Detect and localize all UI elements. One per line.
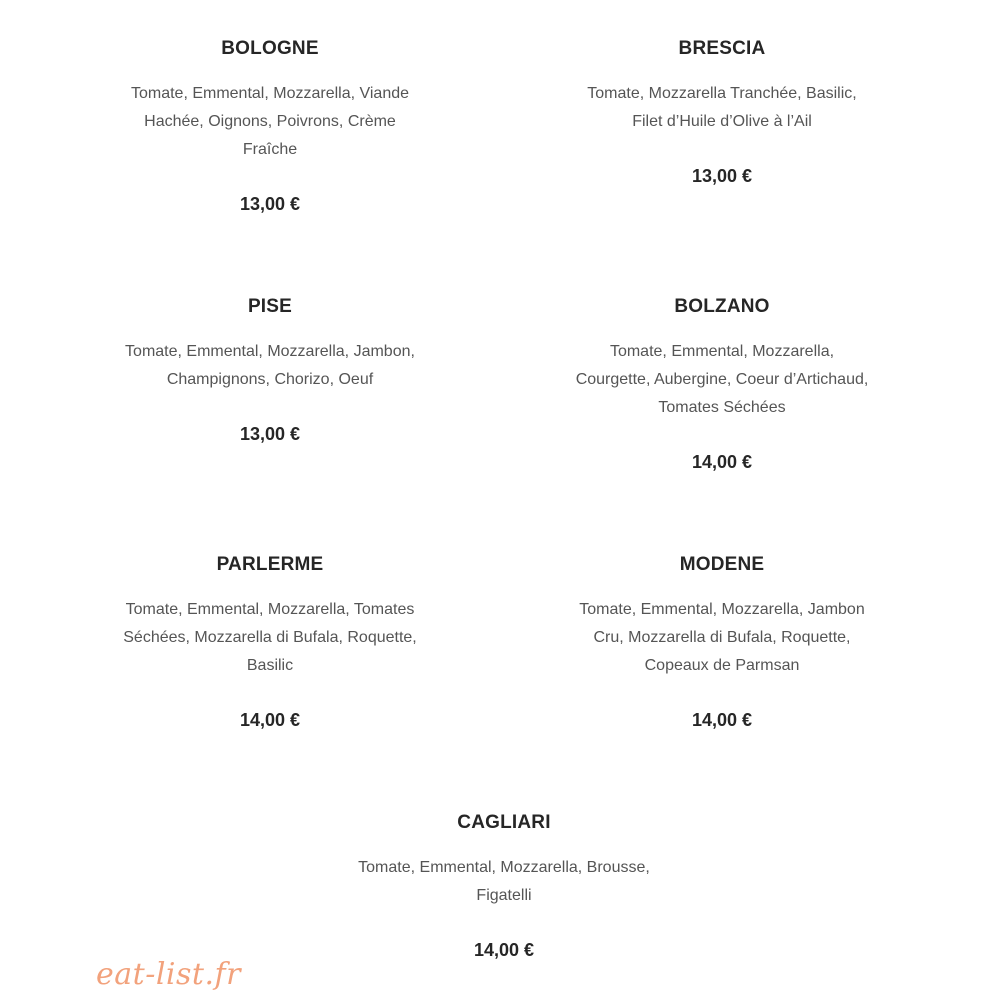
item-description: Tomate, Emmental, Mozzarella, Jambon, Champignons, Chorizo, Oeuf	[125, 343, 415, 388]
item-name: PARLERME	[216, 554, 324, 575]
item-description: Tomate, Emmental, Mozzarella, Viande Hachée, Oignons, Poivrons, Crème Fraîche	[130, 85, 410, 158]
menu-item-bolzano	[542, 296, 902, 472]
item-price: 13,00 €	[239, 424, 301, 444]
item-description: Tomate, Emmental, Mozzarella, Tomates Séchées, Mozzarella di Bufala, Roquette, Basilic	[123, 601, 417, 674]
item-description: Tomate, Mozzarella Tranchée, Basilic, Filet d’Huile d’Olive à l’Ail	[587, 85, 857, 130]
item-price: 13,00 €	[691, 166, 753, 186]
menu-item-modene	[542, 554, 902, 730]
item-name: BRESCIA	[678, 38, 766, 59]
menu-item-brescia	[542, 38, 902, 186]
menu-item-cagliari	[324, 812, 684, 960]
item-description: Tomate, Emmental, Mozzarella, Brousse, Figatelli	[358, 859, 650, 904]
item-name: PISE	[247, 296, 293, 317]
item-name: BOLZANO	[674, 296, 770, 317]
item-name: BOLOGNE	[221, 38, 319, 59]
menu-item-parlerme	[90, 554, 450, 730]
item-name: CAGLIARI	[457, 812, 551, 833]
menu-item-pise	[90, 296, 450, 444]
item-name: MODENE	[679, 554, 765, 575]
item-price: 14,00 €	[473, 940, 535, 960]
item-description: Tomate, Emmental, Mozzarella, Jambon Cru, Mozzarella di Bufala, Roquette, Copeaux de Parmsan	[579, 601, 865, 674]
item-price: 13,00 €	[239, 194, 301, 214]
item-description: Tomate, Emmental, Mozzarella, Courgette, Aubergine, Coeur d’Artichaud, Tomates Séchées	[575, 343, 869, 416]
item-price: 14,00 €	[691, 710, 753, 730]
watermark-logo: eat-list.fr	[96, 957, 241, 992]
menu-item-bologne	[90, 38, 450, 214]
item-price: 14,00 €	[239, 710, 301, 730]
item-price: 14,00 €	[691, 452, 753, 472]
